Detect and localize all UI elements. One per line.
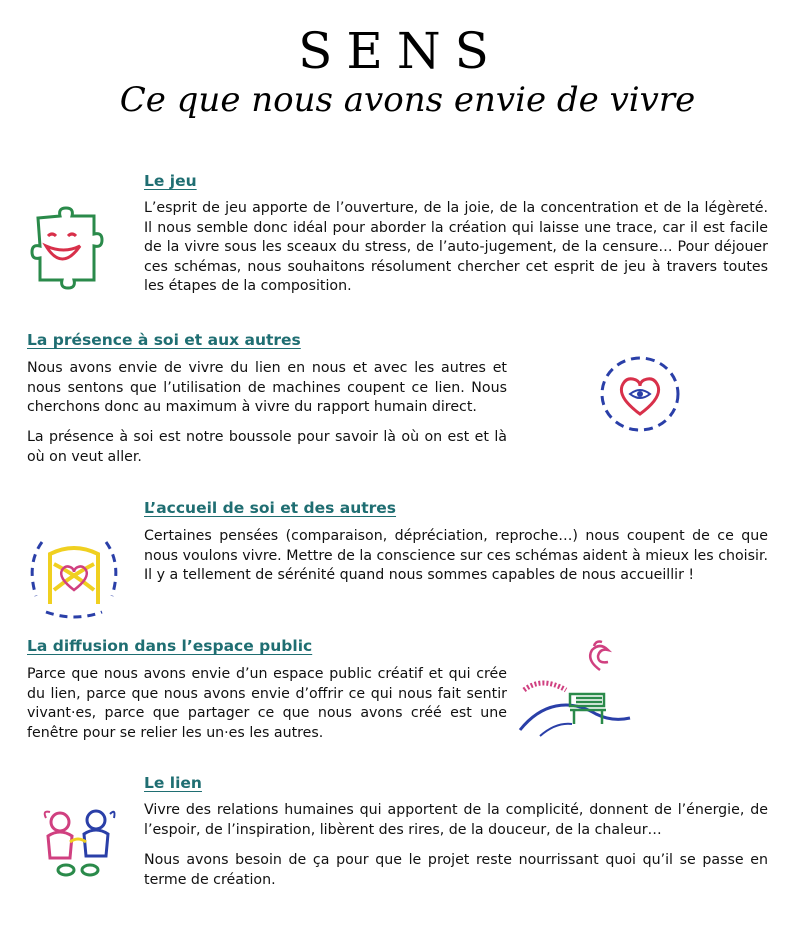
smiling-puzzle-piece-icon (30, 206, 112, 292)
park-bench-icon (516, 640, 634, 742)
section-text-lien-1: Vivre des relations humaines qui apportent de la complicité, donnent de l’énergie, de l’espoir, de l’inspiration, libèrent des rires, de la douceur, de la chaleur… (144, 802, 768, 838)
section-text-presence-2: La présence à soi est notre boussole pour savoir là où on est et là où on veut aller. (27, 429, 507, 465)
section-heading-le-jeu: Le jeu (144, 172, 197, 190)
section-heading-lien: Le lien (144, 774, 202, 792)
section-text-presence-1: Nous avons envie de vivre du lien en nous et avec les autres et nous sentons que l’utilisation de machines coupent ce lien. Nous cherchons donc au maximum à vivre du rapport humain direct. (27, 360, 507, 416)
connected-people-icon (40, 806, 118, 884)
page-title: SENS (298, 22, 503, 80)
heart-eye-circle-icon (596, 352, 684, 436)
page-subtitle: Ce que nous avons envie de vivre (119, 80, 696, 120)
section-heading-presence: La présence à soi et aux autres (27, 331, 301, 349)
section-heading-accueil: L’accueil de soi et des autres (144, 499, 397, 517)
section-text-lien-2: Nous avons besoin de ça pour que le projet reste nourrissant quoi qu’il se passe en terme de création. (144, 852, 768, 888)
section-text-le-jeu: L’esprit de jeu apporte de l’ouverture, de la joie, de la concentration et de la légèreté. Il nous semble donc idéal pour aborder la création qui laisse une trace, car il est facile de la vivre sous les sceaux du stress, de l’auto-jugement, de la censure… Pour déjouer ces schémas, nous souhaitons résolument chercher cet esprit de jeu à travers toutes les étapes de la composition. (144, 200, 768, 295)
section-text-accueil: Certaines pensées (comparaison, dépréciation, reproche…) nous coupent de ce que nous voulons vivre. Mettre de la conscience sur ces schémas aident à mieux les choisir. Il y a tellement de sérénité quand nous sommes capables de nous accueillir ! (144, 528, 768, 584)
section-heading-diffusion: La diffusion dans l’espace public (27, 637, 313, 655)
section-text-diffusion: Parce que nous avons envie d’un espace public créatif et qui crée du lien, parce que nous avons envie d’offrir ce qui nous fait sentir vivant·es, parce que partager ce que nous avons créé est une fenêtre pour se relier les un·es les autres. (27, 666, 507, 741)
self-hug-heart-icon (24, 534, 124, 620)
